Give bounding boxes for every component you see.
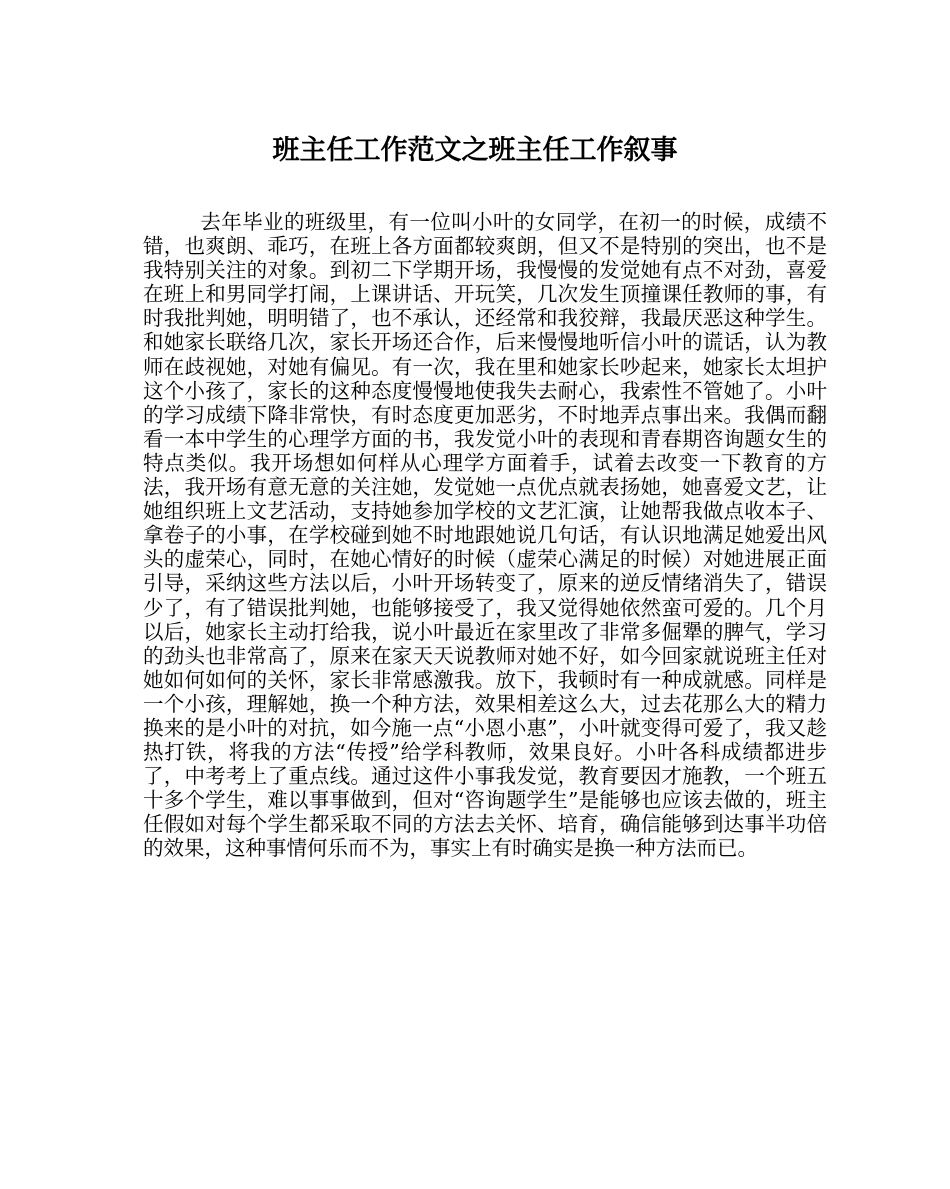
document-body-paragraph: 去年毕业的班级里，有一位叫小叶的女同学，在初一的时候，成绩不错，也爽朗、乖巧，在班上各方面都较爽朗，但又不是特别的突出，也不是我特别关注的对象。到初二下学期开场，我慢慢的发觉她有点不对劲，喜爱在班上和男同学打闹，上课讲话、开玩笑，几次发生顶撞课任教师的事，有时我批判她，明明错了，也不承认，还经常和我狡辩，我最厌恶这种学生。和她家长联络几次，家长开场还合作，后来慢慢地听信小叶的谎话，认为教师在歧视她，对她有偏见。有一次，我在里和她家长吵起来，她家长太坦护这个小孩了，家长的这种态度慢慢地使我失去耐心，我索性不管她了。小叶的学习成绩下降非常快，有时态度更加恶劣，不时地弄点事出来。我偶而翻看一本中学生的心理学方面的书，我发觉小叶的表现和青春期咨询题女生的特点类似。我开场想如何样从心理学方面着手，试着去改变一下教育的方法，我开场有意无意的关注她，发觉她一点优点就表扬她，她喜爱文艺，让她组织班上文艺活动，支持她参加学校的文艺汇演，让她帮我做点收本子、拿卷子的小事，在学校碰到她不时地跟她说几句话，有认识地满足她爱出风头的虚荣心，同时，在她心情好的时候（虚荣心满足的时候）对她进展正面引导，采纳这些方法以后，小叶开场转变了，原来的逆反情绪消失了，错误少了，有了错误批判她，也能够接受了，我又觉得她依然蛮可爱的。几个月以后，她家长主动打给我，说小叶最近在家里改了非常多倔犟的脾气，学习的劲头也非常高了，原来在家天天说教师对她不好，如今回家就说班主任对她如何如何的关怀，家长非常感激我。放下，我顿时有一种成就感。同样是一个小孩，理解她，换一个种方法，效果相差这么大，过去花那么大的精力换来的是小叶的对抗，如今施一点“小恩小惠”，小叶就变得可爱了，我又趁热打铁，将我的方法“传授”给学科教师，效果良好。小叶各科成绩都进步了，中考考上了重点线。通过这件小事我发觉，教育要因才施教，一个班五十多个学生，难以事事做到，但对“咨询题学生”是能够也应该去做的，班主任假如对每个学生都采取不同的方法去关怀、培育，确信能够到达事半功倍的效果，这种事情何乐而不为，事实上有时确实是换一种方法而已。 [143, 210, 827, 861]
document-title: 班主任工作范文之班主任工作叙事 [272, 135, 678, 166]
